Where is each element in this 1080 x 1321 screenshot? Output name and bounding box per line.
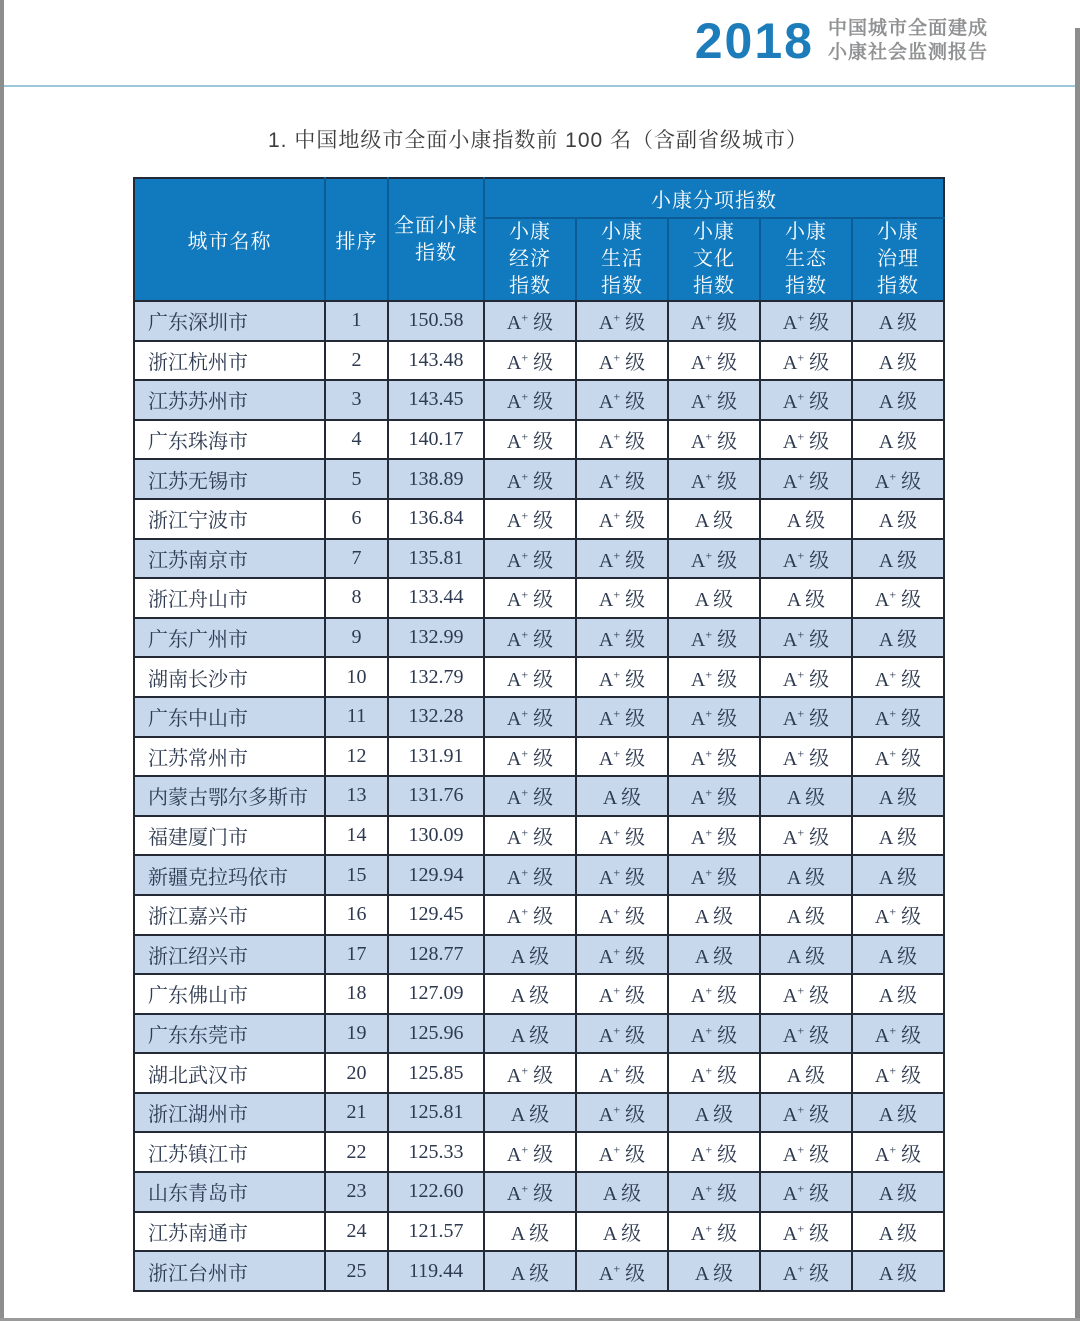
city-cell: 江苏苏州市	[134, 380, 325, 420]
city-cell: 浙江湖州市	[134, 1093, 325, 1133]
rank-cell: 6	[325, 499, 388, 539]
grade-cell: A 级	[668, 499, 760, 539]
grade-cell: A+ 级	[760, 618, 852, 658]
grade-cell: A+ 级	[668, 420, 760, 460]
grade-cell: A+ 级	[668, 341, 760, 381]
grade-cell: A+ 级	[576, 301, 668, 341]
grade-cell: A+ 级	[852, 1053, 944, 1093]
grade-cell: A 级	[484, 935, 576, 975]
grade-cell: A+ 级	[484, 380, 576, 420]
overall-cell: 150.58	[388, 301, 484, 341]
overall-cell: 131.76	[388, 776, 484, 816]
grade-cell: A+ 级	[484, 578, 576, 618]
grade-cell: A+ 级	[576, 1251, 668, 1291]
grade-cell: A+ 级	[668, 776, 760, 816]
grade-cell: A 级	[484, 1093, 576, 1133]
grade-cell: A+ 级	[484, 816, 576, 856]
table-row	[134, 776, 944, 816]
grade-cell: A+ 级	[576, 974, 668, 1014]
grade-cell: A 级	[852, 301, 944, 341]
grade-cell: A+ 级	[484, 855, 576, 895]
rank-cell: 8	[325, 578, 388, 618]
table-row	[134, 301, 944, 341]
grade-cell: A+ 级	[852, 895, 944, 935]
grade-cell: A+ 级	[576, 935, 668, 975]
city-cell: 广东佛山市	[134, 974, 325, 1014]
grade-cell: A 级	[576, 776, 668, 816]
rank-cell: 16	[325, 895, 388, 935]
grade-cell: A+ 级	[852, 737, 944, 777]
rank-cell: 21	[325, 1093, 388, 1133]
overall-cell: 132.28	[388, 697, 484, 737]
table-row	[134, 618, 944, 658]
overall-cell: 127.09	[388, 974, 484, 1014]
table-row	[134, 1132, 944, 1172]
grade-cell: A+ 级	[484, 895, 576, 935]
rank-cell: 11	[325, 697, 388, 737]
grade-cell: A 级	[484, 1014, 576, 1054]
city-cell: 江苏无锡市	[134, 459, 325, 499]
table-row	[134, 341, 944, 381]
city-cell: 浙江宁波市	[134, 499, 325, 539]
overall-cell: 132.99	[388, 618, 484, 658]
grade-cell: A+ 级	[576, 855, 668, 895]
table-row	[134, 539, 944, 579]
grade-cell: A 级	[852, 816, 944, 856]
grade-cell: A+ 级	[484, 499, 576, 539]
table-row	[134, 855, 944, 895]
grade-cell: A+ 级	[760, 341, 852, 381]
overall-cell: 135.81	[388, 539, 484, 579]
grade-cell: A+ 级	[668, 1014, 760, 1054]
banner-subtitle-line2: 小康社会监测报告	[827, 42, 988, 63]
page-edge-left	[0, 0, 4, 1321]
grade-cell: A+ 级	[760, 459, 852, 499]
grade-cell: A+ 级	[760, 539, 852, 579]
rank-cell: 24	[325, 1212, 388, 1252]
rank-cell: 9	[325, 618, 388, 658]
table-row	[134, 1053, 944, 1093]
table-row	[134, 1212, 944, 1252]
grade-cell: A 级	[668, 1093, 760, 1133]
rank-cell: 3	[325, 380, 388, 420]
city-cell: 浙江杭州市	[134, 341, 325, 381]
grade-cell: A+ 级	[852, 1132, 944, 1172]
grade-cell: A 级	[852, 499, 944, 539]
grade-cell: A 级	[760, 895, 852, 935]
grade-cell: A+ 级	[760, 1132, 852, 1172]
rank-cell: 18	[325, 974, 388, 1014]
grade-cell: A+ 级	[668, 1053, 760, 1093]
city-cell: 浙江舟山市	[134, 578, 325, 618]
grade-cell: A+ 级	[760, 420, 852, 460]
grade-cell: A+ 级	[484, 776, 576, 816]
grade-cell: A+ 级	[576, 578, 668, 618]
grade-cell: A+ 级	[576, 816, 668, 856]
overall-cell: 122.60	[388, 1172, 484, 1212]
overall-cell: 129.94	[388, 855, 484, 895]
grade-cell: A+ 级	[576, 380, 668, 420]
grade-cell: A+ 级	[668, 1212, 760, 1252]
banner-subtitle	[828, 17, 988, 65]
grade-cell: A 级	[852, 618, 944, 658]
grade-cell: A 级	[852, 1172, 944, 1212]
city-cell: 江苏南通市	[134, 1212, 325, 1252]
rank-cell: 25	[325, 1251, 388, 1291]
overall-cell: 136.84	[388, 499, 484, 539]
header-ecology-index: 小康生态指数	[760, 218, 852, 301]
grade-cell: A+ 级	[760, 697, 852, 737]
overall-cell: 130.09	[388, 816, 484, 856]
city-cell: 广东东莞市	[134, 1014, 325, 1054]
rank-cell: 15	[325, 855, 388, 895]
grade-cell: A+ 级	[576, 539, 668, 579]
grade-cell: A+ 级	[484, 539, 576, 579]
city-cell: 广东广州市	[134, 618, 325, 658]
table-row	[134, 816, 944, 856]
grade-cell: A+ 级	[668, 618, 760, 658]
rank-cell: 19	[325, 1014, 388, 1054]
table-row	[134, 1014, 944, 1054]
grade-cell: A+ 级	[668, 657, 760, 697]
rank-cell: 23	[325, 1172, 388, 1212]
overall-cell: 143.48	[388, 341, 484, 381]
header-rank: 排序	[325, 178, 388, 301]
grade-cell: A+ 级	[484, 301, 576, 341]
grade-cell: A 级	[760, 578, 852, 618]
city-cell: 广东深圳市	[134, 301, 325, 341]
grade-cell: A+ 级	[760, 1251, 852, 1291]
grade-cell: A+ 级	[576, 420, 668, 460]
grade-cell: A+ 级	[852, 697, 944, 737]
rank-cell: 4	[325, 420, 388, 460]
grade-cell: A+ 级	[576, 737, 668, 777]
overall-cell: 125.33	[388, 1132, 484, 1172]
page-edge-right	[1075, 28, 1080, 1321]
overall-cell: 125.96	[388, 1014, 484, 1054]
grade-cell: A 级	[852, 380, 944, 420]
grade-cell: A+ 级	[852, 578, 944, 618]
overall-cell: 140.17	[388, 420, 484, 460]
city-cell: 湖南长沙市	[134, 657, 325, 697]
grade-cell: A 级	[852, 420, 944, 460]
table-row	[134, 1251, 944, 1291]
rank-cell: 5	[325, 459, 388, 499]
grade-cell: A+ 级	[484, 341, 576, 381]
grade-cell: A+ 级	[576, 1132, 668, 1172]
grade-cell: A+ 级	[852, 1014, 944, 1054]
overall-cell: 129.45	[388, 895, 484, 935]
grade-cell: A+ 级	[760, 657, 852, 697]
grade-cell: A 级	[668, 1251, 760, 1291]
rank-cell: 10	[325, 657, 388, 697]
rank-cell: 22	[325, 1132, 388, 1172]
rank-cell: 1	[325, 301, 388, 341]
grade-cell: A 级	[668, 578, 760, 618]
rank-cell: 17	[325, 935, 388, 975]
city-cell: 浙江嘉兴市	[134, 895, 325, 935]
grade-cell: A 级	[576, 1212, 668, 1252]
grade-cell: A+ 级	[668, 1132, 760, 1172]
header-city: 城市名称	[134, 178, 325, 301]
header-subindex-group: 小康分项指数	[484, 178, 944, 218]
grade-cell: A 级	[668, 895, 760, 935]
grade-cell: A+ 级	[668, 301, 760, 341]
grade-cell: A 级	[760, 1053, 852, 1093]
table-row	[134, 935, 944, 975]
city-cell: 江苏常州市	[134, 737, 325, 777]
grade-cell: A+ 级	[484, 1132, 576, 1172]
grade-cell: A+ 级	[760, 816, 852, 856]
rank-cell: 13	[325, 776, 388, 816]
grade-cell: A+ 级	[576, 1014, 668, 1054]
grade-cell: A 级	[484, 1212, 576, 1252]
table-row	[134, 697, 944, 737]
grade-cell: A 级	[852, 341, 944, 381]
grade-cell: A 级	[760, 776, 852, 816]
grade-cell: A+ 级	[668, 1172, 760, 1212]
overall-cell: 132.79	[388, 657, 484, 697]
grade-cell: A+ 级	[576, 1053, 668, 1093]
grade-cell: A+ 级	[484, 1172, 576, 1212]
grade-cell: A+ 级	[760, 1172, 852, 1212]
table-row	[134, 737, 944, 777]
report-banner	[694, 13, 988, 69]
grade-cell: A+ 级	[668, 697, 760, 737]
grade-cell: A 级	[852, 974, 944, 1014]
grade-cell: A+ 级	[576, 618, 668, 658]
grade-cell: A+ 级	[484, 420, 576, 460]
grade-cell: A 级	[760, 499, 852, 539]
rank-cell: 12	[325, 737, 388, 777]
overall-cell: 138.89	[388, 459, 484, 499]
grade-cell: A+ 级	[484, 737, 576, 777]
city-cell: 江苏南京市	[134, 539, 325, 579]
overall-cell: 128.77	[388, 935, 484, 975]
header-governance-index: 小康治理指数	[852, 218, 944, 301]
table-row	[134, 499, 944, 539]
city-cell: 福建厦门市	[134, 816, 325, 856]
header-life-index: 小康生活指数	[576, 218, 668, 301]
grade-cell: A 级	[852, 776, 944, 816]
grade-cell: A+ 级	[668, 974, 760, 1014]
rank-cell: 2	[325, 341, 388, 381]
grade-cell: A+ 级	[576, 499, 668, 539]
rank-cell: 14	[325, 816, 388, 856]
table-row	[134, 1172, 944, 1212]
table-header	[134, 178, 944, 301]
overall-cell: 125.81	[388, 1093, 484, 1133]
grade-cell: A+ 级	[852, 657, 944, 697]
banner-year: 2018	[694, 13, 814, 69]
table-row	[134, 974, 944, 1014]
grade-cell: A 级	[852, 1251, 944, 1291]
grade-cell: A+ 级	[484, 697, 576, 737]
banner-subtitle-line1: 中国城市全面建成	[827, 18, 988, 39]
overall-cell: 119.44	[388, 1251, 484, 1291]
overall-cell: 131.91	[388, 737, 484, 777]
city-cell: 新疆克拉玛依市	[134, 855, 325, 895]
city-cell: 湖北武汉市	[134, 1053, 325, 1093]
grade-cell: A+ 级	[668, 539, 760, 579]
table-row	[134, 895, 944, 935]
city-cell: 内蒙古鄂尔多斯市	[134, 776, 325, 816]
grade-cell: A+ 级	[668, 855, 760, 895]
grade-cell: A+ 级	[576, 697, 668, 737]
table-row	[134, 459, 944, 499]
table-row	[134, 578, 944, 618]
grade-cell: A 级	[852, 935, 944, 975]
header-culture-index: 小康文化指数	[668, 218, 760, 301]
header-economy-index: 小康经济指数	[484, 218, 576, 301]
grade-cell: A+ 级	[484, 1053, 576, 1093]
grade-cell: A 级	[484, 974, 576, 1014]
grade-cell: A+ 级	[576, 1093, 668, 1133]
grade-cell: A+ 级	[852, 459, 944, 499]
ranking-table	[133, 177, 945, 1292]
overall-cell: 133.44	[388, 578, 484, 618]
grade-cell: A 级	[760, 855, 852, 895]
grade-cell: A 级	[852, 539, 944, 579]
grade-cell: A+ 级	[668, 380, 760, 420]
grade-cell: A+ 级	[484, 618, 576, 658]
city-cell: 浙江台州市	[134, 1251, 325, 1291]
grade-cell: A+ 级	[760, 1014, 852, 1054]
header-divider-rule	[4, 85, 1075, 87]
grade-cell: A+ 级	[576, 895, 668, 935]
grade-cell: A 级	[760, 935, 852, 975]
table-row	[134, 1093, 944, 1133]
city-cell: 浙江绍兴市	[134, 935, 325, 975]
city-cell: 广东珠海市	[134, 420, 325, 460]
overall-cell: 121.57	[388, 1212, 484, 1252]
city-cell: 山东青岛市	[134, 1172, 325, 1212]
table-row	[134, 420, 944, 460]
grade-cell: A+ 级	[760, 301, 852, 341]
grade-cell: A 级	[484, 1251, 576, 1291]
grade-cell: A 级	[668, 935, 760, 975]
grade-cell: A+ 级	[576, 657, 668, 697]
grade-cell: A+ 级	[668, 737, 760, 777]
header-overall-index: 全面小康指数	[388, 178, 484, 301]
grade-cell: A+ 级	[484, 459, 576, 499]
grade-cell: A+ 级	[760, 737, 852, 777]
overall-cell: 143.45	[388, 380, 484, 420]
page-title: 1. 中国地级市全面小康指数前 100 名（含副省级城市）	[267, 129, 809, 152]
grade-cell: A+ 级	[576, 341, 668, 381]
city-cell: 江苏镇江市	[134, 1132, 325, 1172]
overall-cell: 125.85	[388, 1053, 484, 1093]
table-body	[134, 301, 944, 1291]
grade-cell: A+ 级	[576, 459, 668, 499]
grade-cell: A 级	[852, 855, 944, 895]
rank-cell: 7	[325, 539, 388, 579]
table-row	[134, 657, 944, 697]
grade-cell: A+ 级	[760, 380, 852, 420]
grade-cell: A+ 级	[668, 459, 760, 499]
grade-cell: A+ 级	[760, 1093, 852, 1133]
grade-cell: A 级	[852, 1212, 944, 1252]
rank-cell: 20	[325, 1053, 388, 1093]
table-row	[134, 380, 944, 420]
grade-cell: A+ 级	[760, 1212, 852, 1252]
grade-cell: A+ 级	[668, 816, 760, 856]
grade-cell: A 级	[576, 1172, 668, 1212]
grade-cell: A+ 级	[484, 657, 576, 697]
city-cell: 广东中山市	[134, 697, 325, 737]
grade-cell: A 级	[852, 1093, 944, 1133]
grade-cell: A+ 级	[760, 974, 852, 1014]
